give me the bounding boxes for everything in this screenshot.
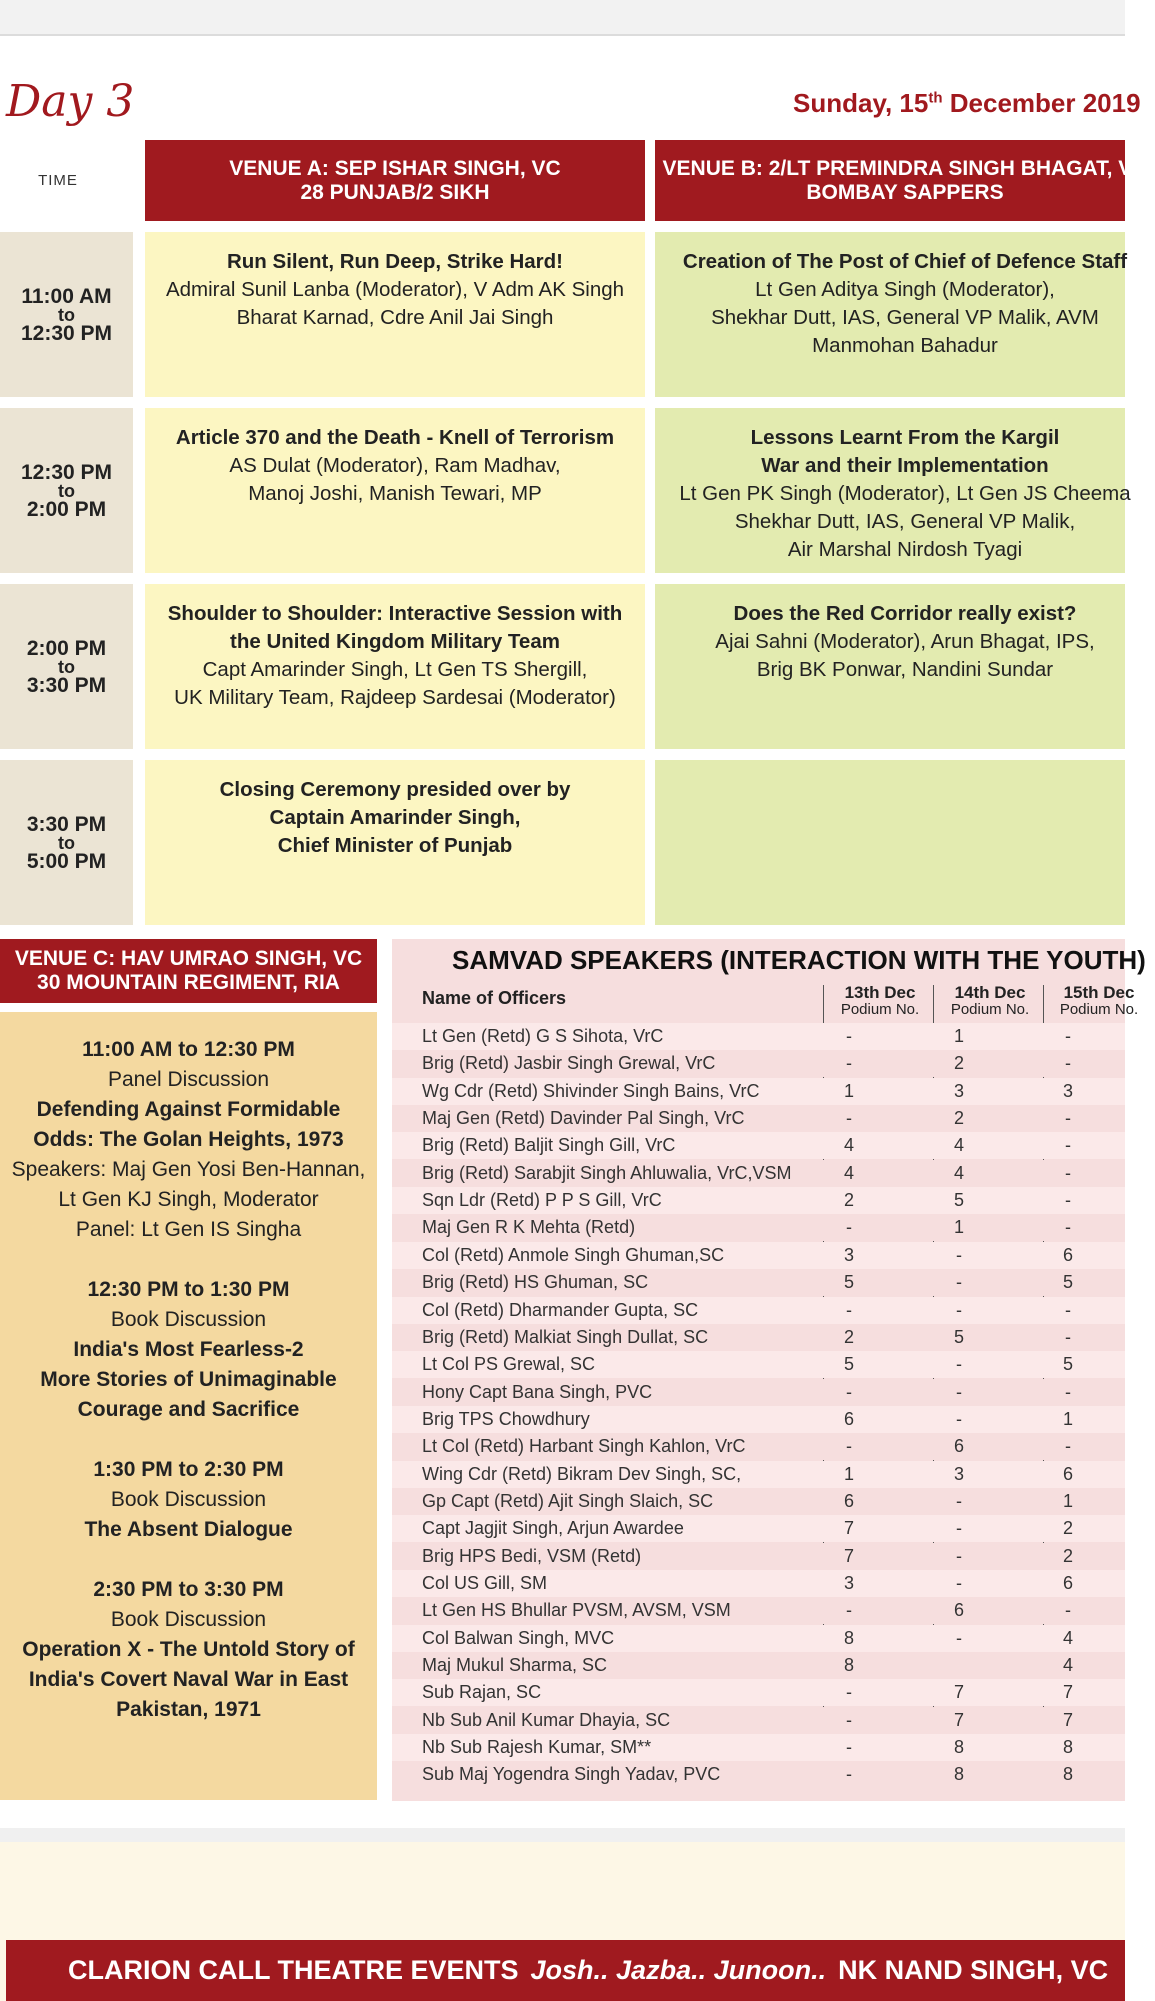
officer-name: Col Balwan Singh, MVC xyxy=(422,1627,615,1648)
podium-number: 3 xyxy=(953,1080,964,1101)
session-speakers: Speakers: Maj Gen Yosi Ben-Hannan, xyxy=(11,1158,366,1181)
column-header-1 xyxy=(825,984,935,1018)
officer-name: Capt Jagjit Singh, Arjun Awardee xyxy=(422,1518,684,1539)
column-subtitle: Podium No. xyxy=(950,1001,1030,1018)
table-row xyxy=(392,1379,1125,1406)
officer-name: Col US Gill, SM xyxy=(422,1573,548,1593)
officer-name: Nb Sub Rajesh Kumar, SM** xyxy=(422,1737,652,1758)
table-row xyxy=(392,1515,1125,1542)
name-column-header: Name of Officers xyxy=(422,988,567,1008)
session-title: Operation X - The Untold Story of xyxy=(22,1638,355,1661)
podium-number: 3 xyxy=(843,1573,854,1593)
podium-number: 6 xyxy=(1062,1463,1073,1484)
podium-number: 7 xyxy=(843,1518,854,1539)
venue-b-session-2 xyxy=(655,408,1131,573)
officer-name: Brig TPS Chowdhury xyxy=(422,1408,590,1429)
table-row xyxy=(392,1023,1125,1050)
slot-time-to: 12:30 PM xyxy=(20,321,113,345)
table-row xyxy=(392,1625,1125,1652)
podium-number: 1 xyxy=(1062,1408,1073,1429)
session-speakers: Lt Gen KJ Singh, Moderator xyxy=(58,1188,319,1211)
podium-number: - xyxy=(956,1545,962,1566)
table-row xyxy=(392,1269,1125,1296)
officer-name: Maj Mukul Sharma, SC xyxy=(422,1655,608,1676)
podium-number: - xyxy=(1065,1436,1071,1457)
session-title: Courage and Sacrifice xyxy=(77,1398,300,1421)
officer-name: Wg Cdr (Retd) Shivinder Singh Bains, VrC xyxy=(422,1080,760,1101)
podium-number: 5 xyxy=(843,1354,854,1375)
table-row xyxy=(392,1105,1125,1132)
podium-number: 1 xyxy=(1062,1490,1073,1511)
podium-number: - xyxy=(846,1737,852,1758)
podium-number: - xyxy=(846,1436,852,1457)
podium-number: - xyxy=(846,1709,852,1730)
podium-number: - xyxy=(1065,1162,1071,1183)
slot-time-from: 3:30 PM xyxy=(26,812,107,836)
officer-name: Nb Sub Anil Kumar Dhayia, SC xyxy=(422,1709,671,1730)
session-title: India's Most Fearless-2 xyxy=(73,1338,304,1361)
podium-number: - xyxy=(956,1627,962,1648)
session-title: Captain Amarinder Singh, xyxy=(269,806,521,829)
officer-name: Col (Retd) Dharmander Gupta, SC xyxy=(422,1299,699,1320)
podium-number: 8 xyxy=(1062,1737,1073,1758)
podium-number: 6 xyxy=(953,1436,964,1457)
session-title: Run Silent, Run Deep, Strike Hard! xyxy=(226,250,564,273)
table-row xyxy=(392,1324,1125,1351)
column-subtitle: Podium No. xyxy=(840,1001,920,1018)
podium-number: - xyxy=(1065,1108,1071,1129)
podium-number: - xyxy=(956,1272,962,1293)
samvad-title: SAMVAD SPEAKERS (INTERACTION WITH THE YOUTH) xyxy=(452,945,1146,975)
podium-number: 3 xyxy=(843,1244,854,1265)
slot-to: to xyxy=(58,832,75,853)
podium-number: 6 xyxy=(1062,1573,1073,1593)
podium-number: 2 xyxy=(1062,1545,1073,1566)
podium-number: - xyxy=(1065,1026,1071,1046)
session-title: Chief Minister of Punjab xyxy=(277,834,513,857)
podium-number: - xyxy=(1065,1326,1071,1347)
podium-number: 4 xyxy=(843,1162,854,1183)
table-row xyxy=(392,1351,1125,1378)
officer-name: Col (Retd) Anmole Singh Ghuman,SC xyxy=(422,1244,725,1265)
table-row xyxy=(392,1242,1125,1269)
officer-name: Brig HPS Bedi, VSM (Retd) xyxy=(422,1545,642,1566)
podium-number: - xyxy=(846,1299,852,1320)
session-title: Closing Ceremony presided over by xyxy=(219,778,571,801)
officer-name: Lt Gen HS Bhullar PVSM, AVSM, VSM xyxy=(422,1600,731,1621)
podium-number: 1 xyxy=(953,1026,964,1046)
podium-number: 1 xyxy=(843,1080,854,1101)
slot-time-to: 3:30 PM xyxy=(26,673,107,697)
podium-number: 4 xyxy=(843,1135,854,1156)
table-row xyxy=(392,1707,1125,1734)
time-slot-3 xyxy=(0,584,133,749)
session-speakers: Brig BK Ponwar, Nandini Sundar xyxy=(756,658,1054,681)
table-row xyxy=(392,1214,1125,1241)
podium-number: 5 xyxy=(843,1272,854,1293)
podium-number: 8 xyxy=(1062,1764,1073,1785)
session-speakers: Shekhar Dutt, IAS, General VP Malik, AVM xyxy=(711,306,1099,329)
session-title: Creation of The Post of Chief of Defence Staff xyxy=(682,250,1128,273)
podium-number: 1 xyxy=(953,1217,964,1238)
table-row xyxy=(392,1679,1125,1706)
session-title: Odds: The Golan Heights, 1973 xyxy=(33,1128,344,1151)
podium-number: - xyxy=(956,1573,962,1593)
time-slot-2 xyxy=(0,408,133,573)
slot-to: to xyxy=(58,304,75,325)
table-row xyxy=(392,1652,1125,1679)
officer-name: Brig (Retd) HS Ghuman, SC xyxy=(422,1272,649,1293)
table-row xyxy=(392,1597,1125,1624)
podium-number: 2 xyxy=(843,1326,854,1347)
venue-c-program xyxy=(0,1012,377,1800)
podium-number: - xyxy=(956,1518,962,1539)
table-row xyxy=(392,1078,1125,1105)
time-slot-4 xyxy=(0,760,133,925)
session-title: Defending Against Formidable xyxy=(36,1098,341,1121)
podium-number: - xyxy=(1065,1135,1071,1156)
podium-number: 7 xyxy=(953,1709,964,1730)
table-row xyxy=(392,1160,1125,1187)
podium-number: 4 xyxy=(1062,1627,1073,1648)
session-title: War and their Implementation xyxy=(761,454,1049,477)
table-row xyxy=(392,1050,1125,1077)
session-time: 1:30 PM to 2:30 PM xyxy=(93,1458,284,1481)
podium-number: - xyxy=(956,1490,962,1511)
session-speakers: Panel: Lt Gen IS Singha xyxy=(75,1218,302,1241)
podium-number: 8 xyxy=(843,1627,854,1648)
day-label: Day 3 xyxy=(6,76,135,127)
podium-number: 2 xyxy=(1062,1518,1073,1539)
table-row xyxy=(392,1433,1125,1460)
podium-number: - xyxy=(956,1354,962,1375)
podium-number: 6 xyxy=(953,1600,964,1621)
podium-number: - xyxy=(846,1600,852,1621)
slot-to: to xyxy=(58,656,75,677)
podium-number: - xyxy=(956,1244,962,1265)
session-speakers: AS Dulat (Moderator), Ram Madhav, xyxy=(229,454,561,477)
podium-number: - xyxy=(846,1764,852,1785)
podium-number: 5 xyxy=(953,1326,964,1347)
podium-number: 4 xyxy=(1062,1655,1073,1676)
session-speakers: Lt Gen PK Singh (Moderator), Lt Gen JS Cheema xyxy=(679,482,1131,505)
session-type: Book Discussion xyxy=(110,1488,267,1511)
time-column-header: TIME xyxy=(38,171,78,189)
officer-name: Wing Cdr (Retd) Bikram Dev Singh, SC, xyxy=(422,1463,742,1484)
session-speakers: Ajai Sahni (Moderator), Arun Bhagat, IPS, xyxy=(715,630,1095,653)
podium-number: - xyxy=(846,1381,852,1402)
slot-time-to: 2:00 PM xyxy=(26,497,107,521)
table-row xyxy=(392,1461,1125,1488)
officer-name: Gp Capt (Retd) Ajit Singh Slaich, SC xyxy=(422,1490,714,1511)
officer-name: Lt Gen (Retd) G S Sihota, VrC xyxy=(422,1026,664,1046)
column-date: 14th Dec xyxy=(954,983,1026,1002)
podium-number: 8 xyxy=(843,1655,854,1676)
session-title: Lessons Learnt From the Kargil xyxy=(750,426,1060,449)
column-date: 15th Dec xyxy=(1063,983,1135,1002)
session-type: Panel Discussion xyxy=(107,1068,270,1091)
podium-number: 5 xyxy=(1062,1354,1073,1375)
venue-a-session-4 xyxy=(145,760,645,925)
session-speakers: Manmohan Bahadur xyxy=(812,334,998,357)
table-row xyxy=(392,1761,1125,1788)
session-speakers: Air Marshal Nirdosh Tyagi xyxy=(787,538,1023,561)
table-row xyxy=(392,1406,1125,1433)
officer-name: Sub Rajan, SC xyxy=(422,1682,542,1703)
podium-number: 7 xyxy=(953,1682,964,1703)
column-header-3 xyxy=(1044,984,1154,1018)
session-title: the United Kingdom Military Team xyxy=(230,630,560,653)
top-strip xyxy=(0,0,1125,36)
podium-number: 7 xyxy=(1062,1682,1073,1703)
podium-number: - xyxy=(1065,1053,1071,1074)
session-title: India's Covert Naval War in East xyxy=(28,1668,349,1691)
session-title: Shoulder to Shoulder: Interactive Session with xyxy=(167,602,623,625)
podium-number: 3 xyxy=(1062,1080,1073,1101)
podium-number: 6 xyxy=(843,1408,854,1429)
slot-time-from: 11:00 AM xyxy=(21,284,112,308)
podium-number: 5 xyxy=(1062,1272,1073,1293)
table-row xyxy=(392,1187,1125,1214)
slot-to: to xyxy=(58,480,75,501)
clarion-call-banner: CLARION CALL THEATRE EVENTS Josh.. Jazba.. Junoon.. NK NAND SINGH, VC xyxy=(6,1940,1125,2001)
officer-name: Brig (Retd) Malkiat Singh Dullat, SC xyxy=(422,1326,709,1347)
session-speakers: Lt Gen Aditya Singh (Moderator), xyxy=(755,278,1055,301)
session-time: 12:30 PM to 1:30 PM xyxy=(87,1278,290,1301)
session-title: Article 370 and the Death - Knell of Terrorism xyxy=(175,426,615,449)
session-speakers: Capt Amarinder Singh, Lt Gen TS Shergill, xyxy=(202,658,588,681)
slot-time-from: 2:00 PM xyxy=(26,636,107,660)
slot-time-to: 5:00 PM xyxy=(26,849,107,873)
officer-name: Sqn Ldr (Retd) P P S Gill, VrC xyxy=(422,1190,662,1211)
time-slot-1 xyxy=(0,232,133,397)
podium-number: - xyxy=(1065,1381,1071,1402)
podium-number: 2 xyxy=(843,1190,854,1211)
podium-number: 7 xyxy=(1062,1709,1073,1730)
table-row xyxy=(392,1570,1125,1597)
venue-a-session-3 xyxy=(145,584,645,749)
podium-number: 3 xyxy=(953,1463,964,1484)
podium-number: - xyxy=(1065,1600,1071,1621)
podium-number: - xyxy=(956,1408,962,1429)
session-title: The Absent Dialogue xyxy=(84,1518,293,1541)
podium-number: 8 xyxy=(953,1764,964,1785)
podium-number: 1 xyxy=(843,1463,854,1484)
session-speakers: Shekhar Dutt, IAS, General VP Malik, xyxy=(734,510,1076,533)
podium-number: - xyxy=(846,1053,852,1074)
officer-name: Sub Maj Yogendra Singh Yadav, PVC xyxy=(422,1764,721,1785)
podium-number: 2 xyxy=(953,1053,964,1074)
podium-number: 6 xyxy=(843,1490,854,1511)
session-speakers: UK Military Team, Rajdeep Sardesai (Moderator) xyxy=(174,686,616,709)
podium-number: 6 xyxy=(1062,1244,1073,1265)
column-subtitle: Podium No. xyxy=(1059,1001,1139,1018)
officer-name: Maj Gen R K Mehta (Retd) xyxy=(422,1217,636,1238)
schedule-date: Sunday, 15th December 2019 xyxy=(793,88,1141,118)
venue-b-header: VENUE B: 2/LT PREMINDRA SINGH BHAGAT, VC BOMBAY SAPPERS xyxy=(655,140,1125,221)
session-speakers: Bharat Karnad, Cdre Anil Jai Singh xyxy=(236,306,554,329)
session-title: More Stories of Unimaginable xyxy=(40,1368,337,1391)
podium-number: - xyxy=(846,1217,852,1238)
officer-name: Brig (Retd) Sarabjit Singh Ahluwalia, VrC,VSM xyxy=(422,1162,792,1183)
officer-name: Lt Col PS Grewal, SC xyxy=(422,1354,596,1375)
venue-a-session-1 xyxy=(145,232,645,397)
officer-name: Lt Col (Retd) Harbant Singh Kahlon, VrC xyxy=(422,1436,746,1457)
venue-c-header: VENUE C: HAV UMRAO SINGH, VC 30 MOUNTAIN REGIMENT, RIA xyxy=(0,939,377,1003)
podium-number: 8 xyxy=(953,1737,964,1758)
podium-number: - xyxy=(846,1682,852,1703)
venue-a-header: VENUE A: SEP ISHAR SINGH, VC 28 PUNJAB/2 SIKH xyxy=(145,140,645,221)
podium-number: - xyxy=(1065,1190,1071,1211)
officer-name: Brig (Retd) Baljit Singh Gill, VrC xyxy=(422,1135,676,1156)
officer-name: Hony Capt Bana Singh, PVC xyxy=(422,1381,653,1402)
podium-number: 4 xyxy=(953,1135,964,1156)
session-title: Does the Red Corridor really exist? xyxy=(733,602,1077,625)
session-speakers: Admiral Sunil Lanba (Moderator), V Adm AK Singh xyxy=(165,278,625,301)
session-time: 2:30 PM to 3:30 PM xyxy=(93,1578,284,1601)
table-row xyxy=(392,1297,1125,1324)
session-type: Book Discussion xyxy=(110,1308,267,1331)
session-type: Book Discussion xyxy=(110,1608,267,1631)
podium-number: 4 xyxy=(953,1162,964,1183)
column-header-2 xyxy=(935,984,1045,1018)
podium-number: - xyxy=(846,1108,852,1129)
session-title: Pakistan, 1971 xyxy=(116,1698,261,1721)
table-row xyxy=(392,1132,1125,1159)
venue-b-session-4 xyxy=(655,760,1125,925)
podium-number: 5 xyxy=(953,1190,964,1211)
session-time: 11:00 AM to 12:30 PM xyxy=(82,1038,295,1061)
officer-name: Brig (Retd) Jasbir Singh Grewal, VrC xyxy=(422,1053,716,1074)
venue-a-session-2 xyxy=(145,408,645,573)
table-row xyxy=(392,1734,1125,1761)
venue-b-session-3 xyxy=(655,584,1125,749)
column-date: 13th Dec xyxy=(844,983,916,1002)
podium-number: - xyxy=(1065,1299,1071,1320)
podium-number: 2 xyxy=(953,1108,964,1129)
podium-number: - xyxy=(1065,1217,1071,1238)
podium-number: - xyxy=(956,1299,962,1320)
officer-name: Maj Gen (Retd) Davinder Pal Singh, VrC xyxy=(422,1108,745,1129)
slot-time-from: 12:30 PM xyxy=(20,460,113,484)
podium-number: 7 xyxy=(843,1545,854,1566)
podium-number: - xyxy=(846,1026,852,1046)
table-row xyxy=(392,1543,1125,1570)
session-speakers: Manoj Joshi, Manish Tewari, MP xyxy=(248,482,542,505)
table-row xyxy=(392,1488,1125,1515)
venue-b-session-1 xyxy=(655,232,1128,397)
podium-number: - xyxy=(956,1381,962,1402)
